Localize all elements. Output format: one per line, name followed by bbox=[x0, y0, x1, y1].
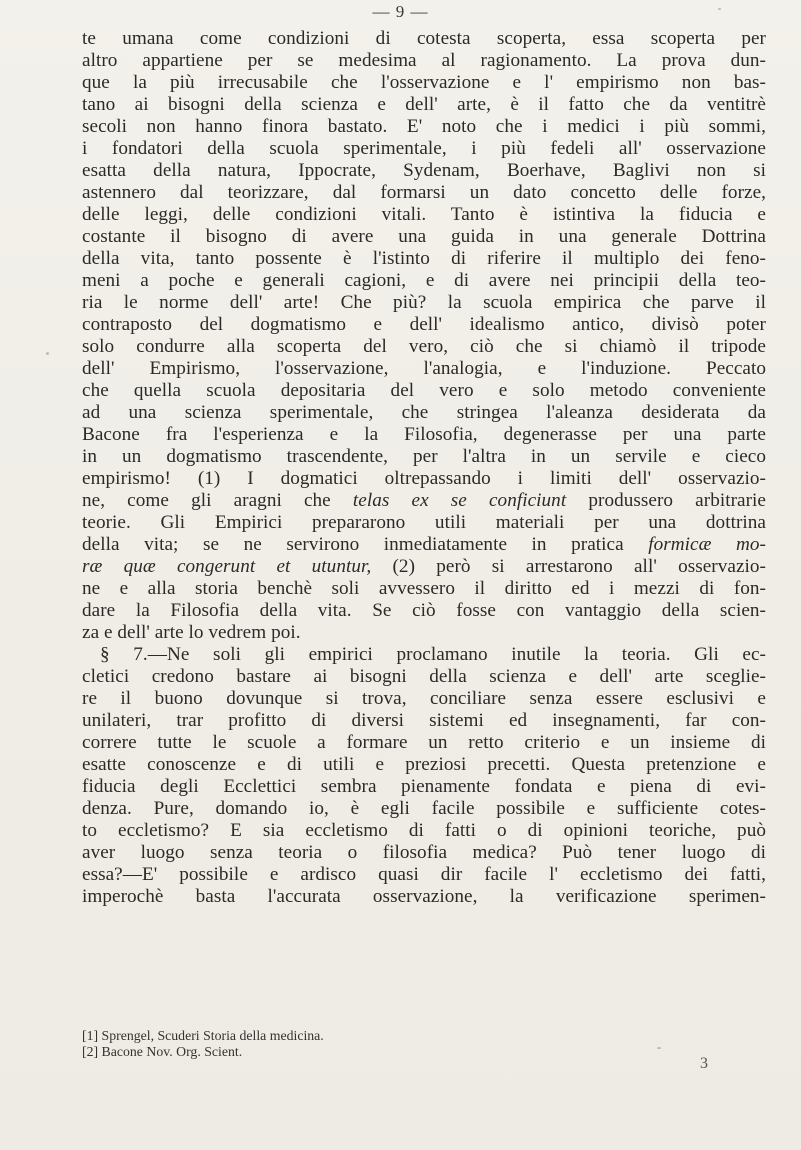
page-number: — 9 — bbox=[372, 2, 429, 21]
signature-mark: 3 bbox=[700, 1055, 708, 1072]
text-line-mixed bbox=[82, 534, 766, 556]
text-line: contraposto del dogmatismo e dell' idealismo antico, divisò poter bbox=[82, 314, 766, 335]
text-span: produssero arbitrarie bbox=[588, 490, 766, 511]
text-line: secoli non hanno finora bastato. E' noto che i medici i più sommi, bbox=[82, 116, 766, 137]
text-line: ne e alla storia benchè soli avvessero il diritto ed i mezzi di fon- bbox=[82, 578, 766, 599]
text-line: denza. Pure, domando io, è egli facile possibile e sufficiente cotes- bbox=[82, 798, 766, 819]
text-line: Bacone fra l'esperienza e la Filosofia, degenerasse per una parte bbox=[82, 424, 766, 445]
text-line: delle leggi, delle condizioni vitali. Tanto è istintiva la fiducia e bbox=[82, 204, 766, 225]
text-line: in un dogmatismo trascendente, per l'altra in un servile e cieco bbox=[82, 446, 766, 467]
italic-phrase: formicæ mo- bbox=[648, 534, 766, 555]
text-line: ad una scienza sperimentale, che stringea l'aleanza desiderata da bbox=[82, 402, 766, 423]
text-line: essa?—E' possibile e ardisco quasi dir facile l' eccletismo dei fatti, bbox=[82, 864, 766, 885]
text-line-mixed bbox=[82, 490, 766, 512]
text-line: altro appartiene per se medesima al ragionamento. La prova dun- bbox=[82, 50, 766, 71]
section-start-line: § 7.—Ne soli gli empirici proclamano inutile la teoria. Gli ec- bbox=[100, 644, 766, 665]
text-line: meni a poche e generali cagioni, e di avere nei principii della teo- bbox=[82, 270, 766, 291]
text-line: za e dell' arte lo vedrem poi. bbox=[82, 622, 301, 643]
text-span: ne, come gli aragni che bbox=[82, 490, 331, 511]
text-line-mixed bbox=[82, 556, 766, 578]
text-line: unilateri, trar profitto di diversi sistemi ed insegnamenti, far con- bbox=[82, 710, 766, 731]
text-line: dare la Filosofia della vita. Se ciò fosse con vantaggio della scien- bbox=[82, 600, 766, 621]
footnote: [2] Bacone Nov. Org. Scient. bbox=[82, 1044, 243, 1059]
text-line: della vita, tanto possente è l'istinto di riferire il multiplo dei feno- bbox=[82, 248, 766, 269]
text-line: te umana come condizioni di cotesta scoperta, essa scoperta per bbox=[82, 28, 766, 49]
text-line: aver luogo senza teoria o filosofia medica? Può tener luogo di bbox=[82, 842, 766, 863]
footnotes bbox=[82, 1028, 766, 1060]
text-line: fiducia degli Ecclettici sembra pienamente fondata e piena di evi- bbox=[82, 776, 766, 797]
main-text-block bbox=[82, 28, 766, 908]
italic-phrase: telas ex se conficiunt bbox=[352, 490, 567, 511]
text-line: costante il bisogno di avere una guida in una generale Dottrina bbox=[82, 226, 766, 247]
text-line: astennero dal teorizzare, dal formarsi un dato concetto delle forze, bbox=[82, 182, 766, 203]
text-line: imperochè basta l'accurata osservazione, la verificazione sperimen- bbox=[82, 886, 766, 907]
paper-speck bbox=[718, 8, 721, 10]
text-line: cletici credono bastare ai bisogni della scienza e dell' arte sceglie- bbox=[82, 666, 766, 687]
text-line: dell' Empirismo, l'osservazione, l'analogia, e l'induzione. Peccato bbox=[82, 358, 766, 379]
italic-phrase: ræ quæ congerunt et utuntur, bbox=[82, 556, 372, 577]
text-line: correre tutte le scuole a formare un retto criterio e un insieme di bbox=[82, 732, 766, 753]
text-span: (2) però si arrestarono all' osservazio- bbox=[392, 556, 766, 577]
text-line: teorie. Gli Empirici prepararono utili materiali per una dottrina bbox=[82, 512, 766, 533]
paper-speck bbox=[657, 1047, 661, 1049]
text-line: que la più irrecusabile che l'osservazione e l' empirismo non bas- bbox=[82, 72, 766, 93]
text-line: esatte conoscenze e di utili e preziosi precetti. Questa pretenzione e bbox=[82, 754, 766, 775]
text-line: empirismo! (1) I dogmatici oltrepassando i limiti dell' osservazio- bbox=[82, 468, 766, 489]
text-line: tano ai bisogni della scienza e dell' arte, è il fatto che da ventitrè bbox=[82, 94, 766, 115]
text-line: re il buono dovunque si trova, conciliare senza essere esclusivi e bbox=[82, 688, 766, 709]
text-line: solo condurre alla scoperta del vero, ciò che si chiamò il tripode bbox=[82, 336, 766, 357]
text-line: ria le norme dell' arte! Che più? la scuola empirica che parve il bbox=[82, 292, 766, 313]
text-span: della vita; se ne servirono inmediatamente in pratica bbox=[82, 534, 624, 555]
paper-speck bbox=[46, 352, 49, 355]
text-line: che quella scuola depositaria del vero e solo metodo conveniente bbox=[82, 380, 766, 401]
footnote: [1] Sprengel, Scuderi Storia della medicina. bbox=[82, 1028, 324, 1043]
text-line: to eccletismo? E sia eccletismo di fatti o di opinioni teoriche, può bbox=[82, 820, 766, 841]
text-line: esatta della natura, Ippocrate, Sydenam, Boerhave, Baglivi non si bbox=[82, 160, 766, 181]
text-line: i fondatori della scuola sperimentale, i più fedeli all' osservazione bbox=[82, 138, 766, 159]
